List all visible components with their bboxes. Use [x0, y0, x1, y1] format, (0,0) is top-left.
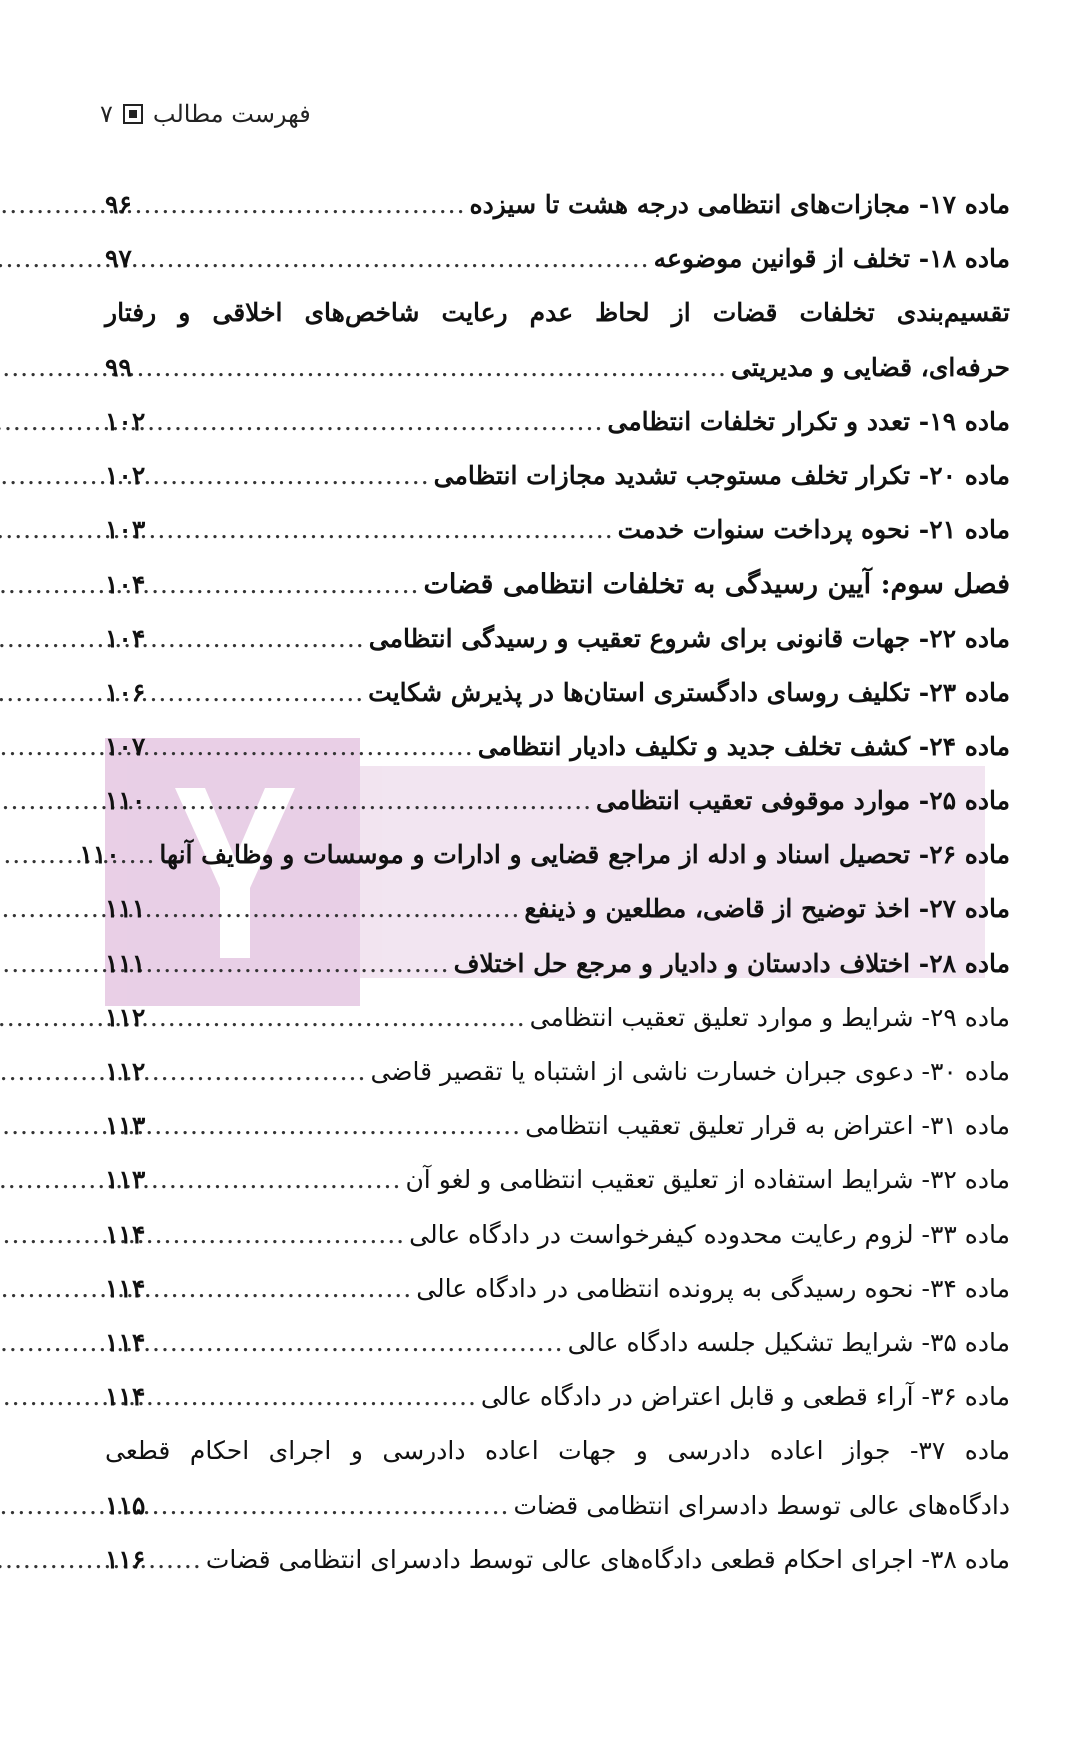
- toc-entry-page: ۱۱۱: [105, 948, 146, 978]
- toc-entry: [105, 190, 1010, 244]
- leader-dots: [151, 515, 614, 544]
- toc-entry: [105, 786, 1010, 840]
- toc-entry-title: ماده ۲۸- اختلاف دادستان و دادیار و مرجع حل اختلاف: [453, 948, 1010, 978]
- toc-entry-page: ۱۱۴: [105, 1273, 146, 1303]
- leader-dots: [151, 624, 365, 653]
- leader-dots: [151, 894, 520, 923]
- toc-entry: [105, 894, 1010, 948]
- toc-entry: [79, 840, 1010, 894]
- toc-entry-title: ماده ۲۶- تحصیل اسناد و ادله از مراجع قضایی و ادارات و موسسات و وظایف آنها: [159, 840, 1010, 870]
- toc-entry-page: ۱۱۶: [105, 1544, 146, 1574]
- toc-entry-page: ۱۱۲: [105, 1057, 146, 1086]
- toc-entry-page: ۱۱۱: [105, 894, 146, 924]
- toc-entry-page: ۱۰۴: [105, 570, 146, 600]
- leader-dots: [151, 190, 466, 219]
- leader-dots: [151, 1057, 366, 1086]
- leader-dots: [151, 1328, 564, 1357]
- leader-dots: [151, 949, 450, 978]
- leader-dots: [151, 1382, 477, 1411]
- header-title: فهرست مطالب: [152, 100, 311, 128]
- toc-entry-title: ماده ۳۴- نحوه رسیدگی به پرونده انتظامی در دادگاه عالی: [416, 1273, 1010, 1303]
- leader-dots: [151, 244, 650, 273]
- leader-dots: [151, 1165, 401, 1194]
- toc-entry: [105, 1491, 1010, 1545]
- toc-entry-title: ماده ۳۳- لزوم رعایت محدوده کیفرخواست در دادگاه عالی: [409, 1219, 1010, 1249]
- table-of-contents: [79, 190, 1011, 1599]
- toc-entry-page: ۱۱۰: [105, 786, 146, 816]
- leader-dots: [151, 570, 419, 599]
- leader-dots: [151, 1491, 509, 1520]
- toc-entry-title: حرفه‌ای، قضایی و مدیریتی: [730, 352, 1010, 382]
- toc-entry-page: ۱۱۴: [105, 1327, 146, 1357]
- toc-entry-title: دادگاه‌های عالی توسط دادسرای انتظامی قضات: [513, 1490, 1010, 1520]
- toc-entry: [105, 461, 1010, 515]
- toc-entry: [105, 1545, 1010, 1599]
- toc-chapter-title: فصل سوم: آیین رسیدگی به تخلفات انتظامی قضات: [423, 569, 1010, 601]
- toc-entry: [105, 515, 1010, 569]
- toc-entry-title: تقسیم‌بندی تخلفات قضات از لحاظ عدم رعایت شاخص‌های اخلاقی و رفتار: [105, 298, 1010, 328]
- toc-entry-page: ۱۰۲: [105, 406, 146, 436]
- leader-dots: [151, 353, 727, 382]
- toc-entry-title: ماده ۳۲- شرایط استفاده از تعلیق تعقیب انتظامی و لغو آن: [405, 1165, 1010, 1195]
- toc-entry-page: ۱۱۰: [79, 840, 120, 870]
- toc-entry-title: ماده ۲۵- موارد موقوفی تعقیب انتظامی: [596, 786, 1010, 816]
- toc-entry: [105, 244, 1010, 298]
- leader-dots: [151, 786, 592, 815]
- page-header: [100, 100, 311, 128]
- toc-entry: [105, 1003, 1010, 1057]
- toc-entry: [105, 732, 1010, 786]
- toc-entry: [105, 1328, 1010, 1382]
- toc-entry-title: ماده ۱۷- مجازات‌های انتظامی درجه هشت تا سیزده: [469, 190, 1010, 219]
- toc-entry-page: ۱۰۲: [105, 460, 146, 490]
- toc-entry-page: ۹۷: [105, 244, 132, 274]
- header-page-number: ۷: [100, 100, 113, 128]
- leader-dots: [151, 1220, 405, 1249]
- leader-dots: [151, 407, 603, 436]
- toc-entry-title: ماده ۱۹- تعدد و تکرار تخلفات انتظامی: [607, 406, 1010, 436]
- toc-entry-title: ماده ۳۶- آراء قطعی و قابل اعتراض در دادگاه عالی: [480, 1382, 1010, 1412]
- toc-entry: [105, 1165, 1010, 1219]
- toc-entry-page: ۹۹: [105, 352, 132, 382]
- toc-entry: [105, 1382, 1010, 1436]
- toc-entry: [105, 298, 1010, 352]
- toc-entry-page: ۱۰۷: [105, 731, 146, 761]
- toc-entry-page: ۱۱۲: [105, 1002, 146, 1032]
- toc-entry-page: ۱۰۳: [105, 515, 146, 545]
- toc-entry-title: ماده ۳۵- شرایط تشکیل جلسه دادگاه عالی: [567, 1327, 1010, 1357]
- toc-entry-page: ۱۱۳: [105, 1111, 146, 1141]
- toc-entry-title: ماده ۳۰- دعوی جبران خسارت ناشی از اشتباه یا تقصیر قاضی: [370, 1057, 1010, 1086]
- toc-entry: [105, 949, 1010, 1003]
- toc-entry-title: ماده ۲۱- نحوه پرداخت سنوات خدمت: [617, 515, 1010, 545]
- toc-entry-title: ماده ۲۲- جهات قانونی برای شروع تعقیب و رسیدگی انتظامی: [368, 623, 1010, 653]
- toc-chapter: [105, 569, 1010, 623]
- leader-dots: [151, 678, 364, 707]
- toc-entry-title: ماده ۳۱- اعتراض به قرار تعلیق تعقیب انتظامی: [525, 1111, 1010, 1141]
- toc-entry: [105, 1436, 1010, 1490]
- leader-dots: [151, 732, 474, 761]
- toc-entry: [105, 1274, 1010, 1328]
- toc-entry-title: ماده ۳۸- اجرای احکام قطعی دادگاه‌های عالی توسط دادسرای انتظامی قضات: [205, 1544, 1010, 1574]
- leader-dots: [151, 1003, 526, 1032]
- toc-entry-title: ماده ۲۰- تکرار تخلف مستوجب تشدید مجازات انتظامی: [433, 460, 1010, 490]
- toc-entry-title: ماده ۲۳- تکلیف روسای دادگستری استان‌ها در پذیرش شکایت: [368, 677, 1010, 707]
- toc-entry-page: ۱۰۶: [105, 677, 146, 707]
- toc-entry-page: ۱۱۳: [105, 1165, 146, 1195]
- toc-entry: [105, 1111, 1010, 1165]
- toc-entry-title: ماده ۱۸- تخلف از قوانین موضوعه: [653, 244, 1010, 274]
- toc-entry: [105, 624, 1010, 678]
- toc-entry: [105, 353, 1010, 407]
- toc-entry-page: ۱۱۴: [105, 1219, 146, 1249]
- leader-dots: [151, 1111, 521, 1140]
- toc-entry: [105, 1220, 1010, 1274]
- leader-dots: [151, 1545, 202, 1574]
- toc-entry-page: ۱۱۵: [105, 1490, 146, 1520]
- toc-entry-page: ۹۶: [105, 190, 132, 219]
- toc-entry-page: ۱۰۴: [105, 623, 146, 653]
- leader-dots: [125, 840, 155, 869]
- toc-entry-page: ۱۱۴: [105, 1382, 146, 1412]
- toc-entry-title: ماده ۲۷- اخذ توضیح از قاضی، مطلعین و ذینفع: [524, 894, 1010, 924]
- toc-entry: [105, 1057, 1010, 1111]
- leader-dots: [151, 461, 430, 490]
- toc-entry-title: ماده ۲۴- کشف تخلف جدید و تکلیف دادیار انتظامی: [477, 731, 1010, 761]
- toc-entry-title: ماده ۳۷- جواز اعاده دادرسی و جهات اعاده دادرسی و اجرای احکام قطعی: [105, 1436, 1011, 1466]
- toc-entry: [105, 678, 1010, 732]
- square-bullet-icon: [123, 104, 143, 124]
- toc-entry-title: ماده ۲۹- شرایط و موارد تعلیق تعقیب انتظامی: [529, 1002, 1010, 1032]
- toc-entry: [105, 407, 1010, 461]
- leader-dots: [151, 1274, 412, 1303]
